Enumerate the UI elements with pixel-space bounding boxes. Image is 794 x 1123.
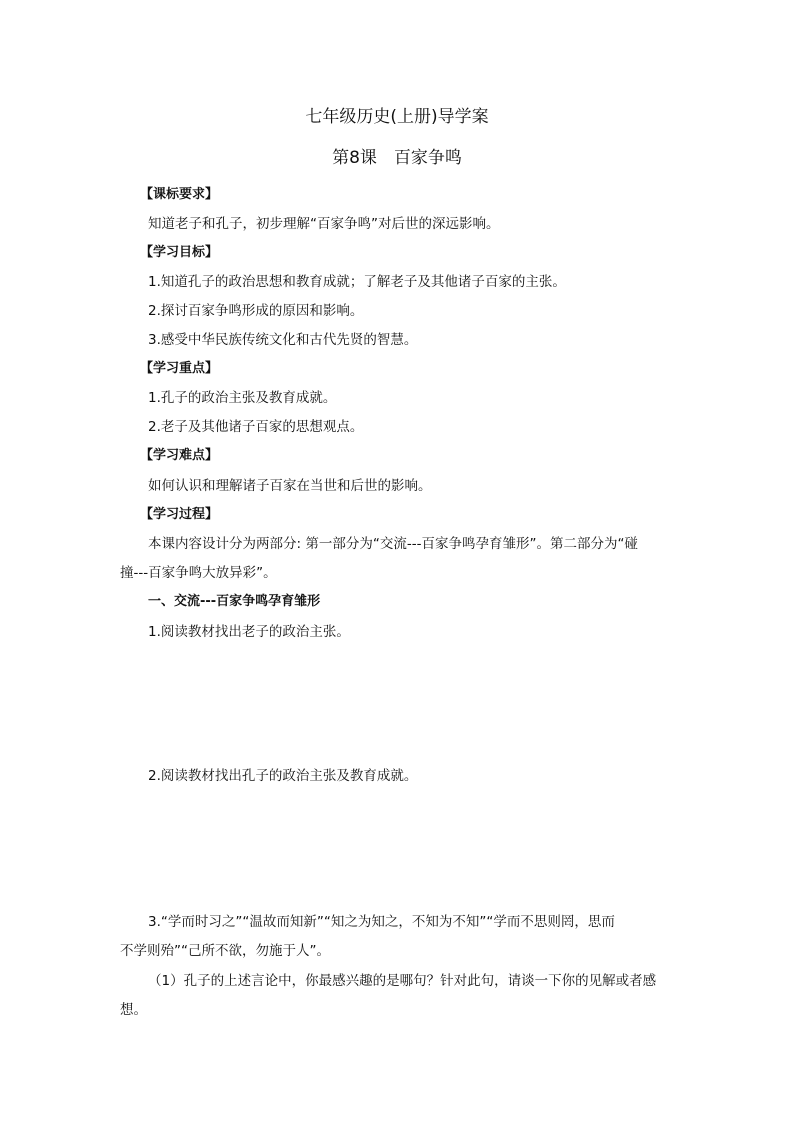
question-2: 2.阅读教材找出孔子的政治主张及教育成就。 [148, 768, 418, 784]
question-3-sub-line-2: 想。 [120, 1002, 147, 1018]
document-title: 七年级历史(上册)导学案 [305, 107, 489, 127]
question-1: 1.阅读教材找出老子的政治主张。 [148, 624, 350, 640]
lesson-title: 第8课 百家争鸣 [332, 148, 462, 168]
zhongdian-line-2: 2.老子及其他诸子百家的思想观点。 [148, 419, 364, 435]
heading-guocheng: 【学习过程】 [140, 507, 219, 522]
nandian-line-1: 如何认识和理解诸子百家在当世和后世的影响。 [148, 478, 432, 494]
question-3-sub-line-1: （1）孔子的上述言论中，你最感兴趣的是哪句？针对此句，请谈一下你的见解或者感 [148, 973, 657, 989]
zhongdian-line-1: 1.孔子的政治主张及教育成就。 [148, 390, 337, 406]
mubiao-line-3: 3.感受中华民族传统文化和古代先贤的智慧。 [148, 332, 418, 348]
question-3-line-1: 3.“学而时习之”“温故而知新”“知之为知之，不知为不知”“学而不思则罔，思而 [148, 914, 615, 930]
heading-zhongdian: 【学习重点】 [140, 361, 219, 376]
kebiao-line-1: 知道老子和孔子，初步理解“百家争鸣”对后世的深远影响。 [148, 216, 500, 232]
heading-mubiao: 【学习目标】 [140, 245, 219, 260]
part1-heading: 一、交流---百家争鸣孕育雏形 [148, 594, 321, 609]
guocheng-intro-line-1: 本课内容设计分为两部分: 第一部分为“交流---百家争鸣孕育雏形”。第二部分为“碰 [148, 536, 638, 552]
heading-nandian: 【学习难点】 [140, 448, 219, 463]
question-3-line-2: 不学则殆”“己所不欲，勿施于人”。 [120, 943, 330, 959]
mubiao-line-1: 1.知道孔子的政治思想和教育成就；了解老子及其他诸子百家的主张。 [148, 274, 566, 290]
heading-kebiao: 【课标要求】 [140, 187, 219, 202]
guocheng-intro-line-2: 撞---百家争鸣大放异彩”。 [120, 565, 277, 581]
mubiao-line-2: 2.探讨百家争鸣形成的原因和影响。 [148, 303, 364, 319]
